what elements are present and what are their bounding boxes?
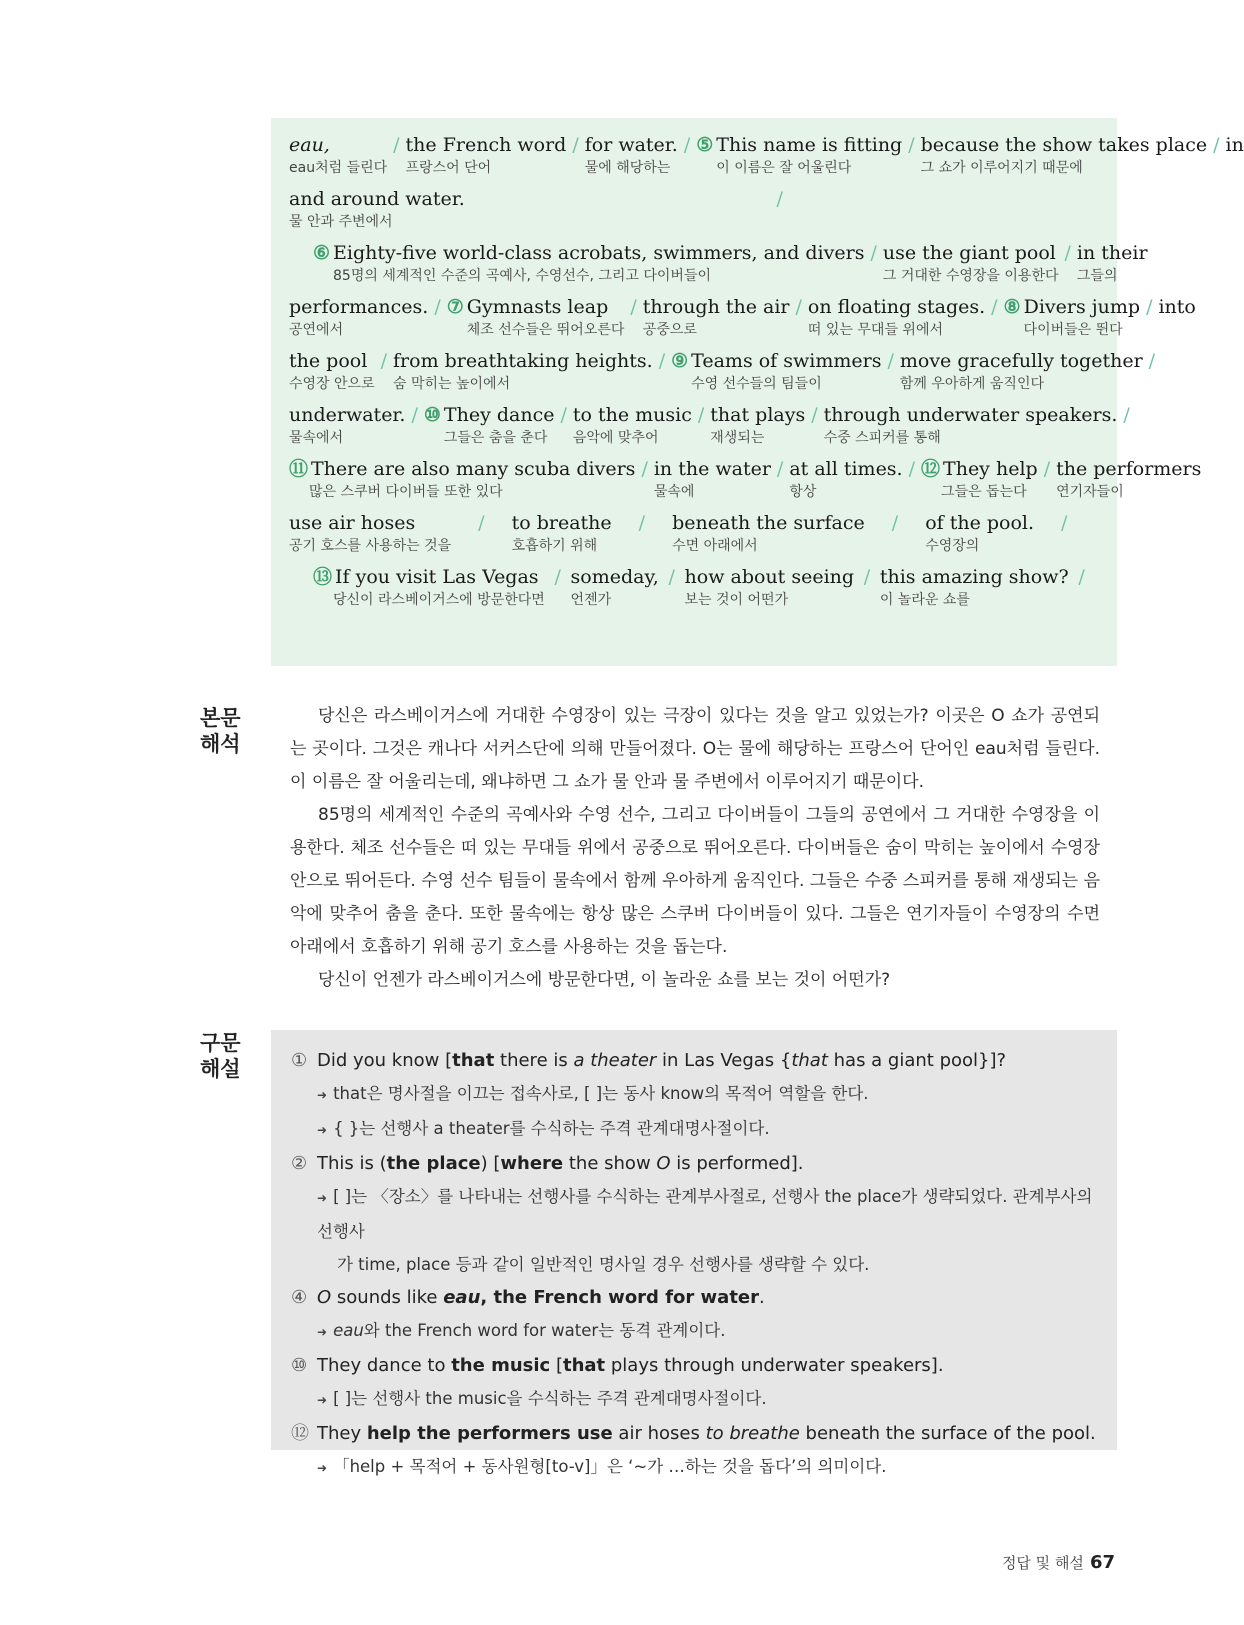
sentence-number: ⑦ [446, 296, 464, 318]
chunk-english: eau, [289, 134, 330, 156]
chunk-english: for water. [584, 134, 678, 156]
sense-chunk [921, 456, 1038, 502]
grammar-note-continuation: 가 time, place 등과 같이 일반적인 명사일 경우 선행사를 생략할 수 있다. [337, 1255, 870, 1274]
translation-heading [200, 705, 241, 757]
chunk-english: underwater. [289, 404, 406, 426]
sense-chunk [1136, 402, 1140, 422]
page-footer [1002, 1552, 1115, 1573]
grammar-number: ④ [291, 1287, 308, 1308]
chunk-slash: / [393, 134, 400, 156]
sense-chunk [1161, 348, 1165, 368]
chunk-slash: / [887, 350, 894, 372]
grammar-number: ⑫ [291, 1423, 309, 1444]
arrow-icon: ➜ [317, 1088, 328, 1102]
footer-label: 정답 및 해설 [1001, 1554, 1084, 1572]
chunk-english: use the giant pool [882, 242, 1056, 264]
chunk-slash: / [1213, 134, 1220, 156]
sentence-number: ⑫ [921, 458, 941, 480]
sense-chunk [573, 402, 692, 448]
sense-chunk [1077, 240, 1148, 286]
chunk-line [289, 456, 1202, 502]
chunk-korean: 많은 스쿠버 다이버들 또한 있다 [309, 484, 503, 500]
chunk-slash: / [638, 512, 646, 534]
chunk-slash: / [776, 188, 783, 210]
translation-heading-line1: 본문 [200, 706, 241, 730]
chunk-english: of the pool. [925, 512, 1035, 534]
chunk-korean: 다이버들은 뛴다 [1023, 322, 1123, 338]
chunk-slash: / [478, 512, 485, 534]
chunk-slash: / [1148, 350, 1156, 372]
sense-chunk [447, 294, 625, 340]
arrow-icon: ➜ [317, 1191, 328, 1205]
chunk-korean: 음악에 맞추어 [572, 430, 659, 446]
chunk-korean: 그들은 춤을 춘다 [443, 430, 548, 446]
chunk-line [289, 294, 1196, 340]
chunk-slash: / [991, 296, 998, 318]
chunk-slash: / [668, 566, 675, 588]
chunk-korean: 연기자들이 [1056, 484, 1124, 500]
chunk-korean [1161, 348, 1165, 368]
grammar-number: ② [291, 1153, 308, 1174]
chunk-korean: eau처럼 들린다 [289, 160, 388, 176]
chunk-english: and around water. [289, 188, 465, 210]
chunk-korean: 수영장 안으로 [289, 376, 375, 392]
chunk-korean: 재생되는 [710, 430, 765, 446]
chunk-english: ⑬ If you visit Las Vegas [313, 566, 539, 588]
sense-chunk [313, 240, 864, 286]
chunk-english: use air hoses [289, 512, 416, 534]
chunk-slash: / [891, 512, 899, 534]
chunk-korean: 수영장의 [925, 538, 980, 554]
grammar-sentence-text: Did you know [that there is a theater in Las Vegas {that has a giant pool}]? [317, 1050, 1007, 1071]
chunk-korean: 공중으로 [642, 322, 697, 338]
chunk-korean: 공기 호스를 사용하는 것을 [289, 538, 452, 554]
sense-chunk [1094, 510, 1098, 530]
chunk-korean: 이 놀라운 쇼를 [879, 592, 970, 608]
chunk-korean [1226, 158, 1244, 178]
chunk-english: in their [1076, 242, 1148, 264]
sense-chunk [921, 132, 1208, 178]
chunk-slash: / [795, 296, 802, 318]
chunk-english: because the show takes place [920, 134, 1208, 156]
arrow-icon: ➜ [317, 1325, 328, 1339]
chunk-english: the pool [289, 350, 368, 372]
chunk-slash: / [630, 296, 637, 318]
sentence-number: ⑤ [696, 134, 714, 156]
chunk-english: at all times. [789, 458, 903, 480]
chunk-english: ⑪ There are also many scuba divers [289, 458, 636, 480]
chunk-korean: 수영 선수들의 팀들이 [691, 376, 822, 392]
chunk-english: from breathtaking heights. [393, 350, 653, 372]
chunk-slash: / [1043, 458, 1051, 480]
chunk-korean: 수면 아래에서 [672, 538, 758, 554]
grammar-sentence [291, 1281, 1097, 1314]
chunk-english: ⑤ This name is fitting [696, 134, 903, 156]
chunk-english: someday, [570, 566, 659, 588]
grammar-note: ➜ 「help + 목적어 + 동사원형[to-v]」은 ‘~가 …하는 것을 돕다’의 의미이다. [317, 1457, 887, 1476]
chunk-korean: 그들은 돕는다 [941, 484, 1027, 500]
grammar-sentence [291, 1417, 1097, 1450]
sense-chunk [1056, 456, 1201, 502]
sense-chunk [1095, 186, 1099, 206]
grammar-number: ⑩ [291, 1355, 308, 1376]
sense-chunk [643, 294, 790, 340]
translation-body [290, 700, 1100, 997]
grammar-sentence-text: This is (the place) [where the show O is performed]. [317, 1153, 804, 1174]
chunk-korean: 그 쇼가 이루어지기 때문에 [920, 160, 1083, 176]
chunk-english: the performers [1056, 458, 1202, 480]
sense-chunk [585, 132, 678, 178]
grammar-sentence [291, 1349, 1097, 1382]
chunk-english: on floating stages. [807, 296, 986, 318]
chunk-english: beneath the surface [672, 512, 865, 534]
sense-chunk [1004, 294, 1141, 340]
chunk-english: ⑧ Divers jump [1003, 296, 1141, 318]
chunk-slash: / [863, 566, 871, 588]
grammar-note: ➜ that은 명사절을 이끄는 접속사로, [ ]는 동사 know의 목적어 역할을 한다. [317, 1084, 869, 1103]
chunk-slash: / [1146, 296, 1153, 318]
chunk-english: that plays [710, 404, 806, 426]
chunk-slash: / [554, 566, 561, 588]
chunk-english: how about seeing [684, 566, 855, 588]
grammar-note: ➜ { }는 선행사 a theater를 수식하는 주격 관계대명사절이다. [317, 1119, 770, 1138]
chunk-korean: 물에 해당하는 [584, 160, 671, 176]
chunk-line [289, 186, 1099, 232]
chunk-korean: 수중 스피커를 통해 [823, 430, 941, 446]
chunk-korean: 보는 것이 어떤가 [684, 592, 789, 608]
arrow-icon: ➜ [317, 1461, 328, 1475]
sense-chunk [571, 564, 659, 610]
chunk-english: ⑦ Gymnasts leap [446, 296, 609, 318]
chunk-english: the French word [405, 134, 567, 156]
chunk-slash: / [1078, 566, 1085, 588]
sentence-number: ⑥ [313, 242, 331, 264]
chunk-korean [1094, 510, 1098, 530]
arrow-icon: ➜ [317, 1393, 328, 1407]
chunk-slash: / [1123, 404, 1130, 426]
grammar-sentence [291, 1147, 1097, 1180]
sense-chunk [883, 240, 1059, 286]
grammar-note: ➜ [ ]는 선행사 the music을 수식하는 주격 관계대명사절이다. [317, 1389, 767, 1408]
chunk-slash: / [1064, 242, 1071, 264]
chunk-korean: 공연에서 [289, 322, 344, 338]
grammar-heading-line1: 구문 [200, 1031, 241, 1055]
chunk-line [289, 132, 1244, 178]
grammar-sentence [291, 1044, 1097, 1077]
sense-chunk [925, 510, 1034, 556]
chunk-korean: 숨 막히는 높이에서 [393, 376, 511, 392]
grammar-number: ① [291, 1050, 308, 1071]
chunk-slash: / [658, 350, 666, 372]
sentence-number: ⑨ [671, 350, 689, 372]
chunk-slash: / [411, 404, 418, 426]
sense-chunk [685, 564, 855, 610]
sense-chunk [512, 510, 612, 556]
chunk-korean: 언젠가 [570, 592, 612, 608]
grammar-box [271, 1030, 1117, 1476]
chunk-line [289, 240, 1148, 286]
sense-chunk [289, 294, 428, 340]
chunk-english: ⑫ They help [921, 458, 1038, 480]
sentence-number: ⑪ [289, 458, 309, 480]
grammar-sentence-text: They dance to the music [that plays through underwater speakers]. [317, 1355, 944, 1376]
chunk-english: ⑥ Eighty-five world-class acrobats, swimmers, and divers [313, 242, 865, 264]
sense-chunk [313, 564, 545, 610]
sentence-number: ⑬ [313, 566, 333, 588]
chunk-slash: / [434, 296, 441, 318]
chunk-korean: 함께 우아하게 움직인다 [899, 376, 1044, 392]
chunk-slash: / [776, 458, 784, 480]
reading-chunk-box [271, 118, 1244, 666]
sentence-number: ⑧ [1003, 296, 1021, 318]
chunk-english: through underwater speakers. [823, 404, 1118, 426]
chunk-korean: 그들의 [1076, 268, 1118, 284]
sense-chunk [900, 348, 1143, 394]
chunk-english: ⑩ They dance [423, 404, 555, 426]
sense-chunk [289, 186, 465, 232]
translation-paragraph: 85명의 세계적인 수준의 곡예사와 수영 선수, 그리고 다이버들이 그들의 공연에서 그 거대한 수영장을 이용한다. 체조 선수들은 떠 있는 무대들 위에서 공중으로 뛰어오른다. 다이버들은 숨이 막히는 높이에서 수영장 안으로 뛰어든다. 수영 선수 팀들이 물속에서 함께 우아하게 움직인다. 그들은 수중 스피커를 통해 재생되는 음악에 맞추어 춤을 춘다. 또한 물속에는 항상 많은 스쿠버 다이버들이 있다. 그들은 연기자들이 수영장의 수면 아래에서 호흡하기 위해 공기 호스를 사용하는 것을 돕는다. [290, 805, 1100, 957]
chunk-slash: / [870, 242, 877, 264]
sense-chunk [393, 348, 653, 394]
translation-paragraph: 당신이 언젠가 라스베이거스에 방문한다면, 이 놀라운 쇼를 보는 것이 어떤가? [318, 970, 891, 990]
chunk-korean [1095, 186, 1099, 206]
chunk-korean: 호흡하기 위해 [511, 538, 598, 554]
chunk-english: through the air [642, 296, 790, 318]
sense-chunk [289, 456, 635, 502]
chunk-english: to breathe [511, 512, 612, 534]
chunk-korean: 85명의 세계적인 수준의 곡예사, 수영선수, 그리고 다이버들이 [333, 268, 711, 284]
translation-heading-line2: 해석 [200, 732, 241, 756]
chunk-korean: 물속에서 [289, 430, 344, 446]
grammar-sentence-text: They help the performers use air hoses to breathe beneath the surface of the pool. [317, 1423, 1096, 1444]
chunk-line [289, 348, 1156, 394]
chunk-korean: 이 이름은 잘 어울린다 [716, 160, 852, 176]
sense-chunk [671, 348, 881, 394]
grammar-note: ➜ eau와 the French word for water는 동격 관계이다. [317, 1321, 726, 1340]
chunk-slash: / [572, 134, 579, 156]
chunk-korean: 그 거대한 수영장을 이용한다 [882, 268, 1059, 284]
chunk-slash: / [641, 458, 648, 480]
grammar-heading-line2: 해설 [200, 1057, 241, 1081]
chunk-slash: / [908, 134, 915, 156]
chunk-korean: 체조 선수들은 뛰어오른다 [466, 322, 625, 338]
sense-chunk [696, 132, 902, 178]
sentence-number: ⑩ [423, 404, 441, 426]
arrow-icon: ➜ [317, 1123, 328, 1137]
grammar-note: ➜ [ ]는 〈장소〉를 나타내는 선행사를 수식하는 관계부사절로, 선행사 the place가 생략되었다. 관계부사의 선행사 [317, 1187, 1093, 1241]
sense-chunk [424, 402, 555, 448]
sense-chunk [808, 294, 985, 340]
chunk-korean [1136, 402, 1140, 422]
sense-chunk [289, 510, 451, 556]
chunk-slash: / [683, 134, 691, 156]
chunk-slash: / [1061, 512, 1068, 534]
chunk-slash: / [908, 458, 916, 480]
chunk-line [289, 510, 1099, 556]
sense-chunk [672, 510, 865, 556]
chunk-english: move gracefully together [899, 350, 1143, 372]
chunk-slash: / [380, 350, 388, 372]
chunk-english: in the water [653, 458, 771, 480]
sense-chunk [654, 456, 771, 502]
sense-chunk [789, 456, 902, 502]
sense-chunk [1158, 294, 1195, 340]
grammar-heading [200, 1030, 241, 1082]
translation-paragraph: 당신은 라스베이거스에 거대한 수영장이 있는 극장이 있다는 것을 알고 있었는가? 이곳은 O 쇼가 공연되는 곳이다. 그것은 캐나다 서커스단에 의해 만들어졌다. O는 물에 해당하는 프랑스어 단어인 eau처럼 들린다. 이 이름은 잘 어울리는데, 왜냐하면 그 쇼가 물 안과 물 주변에서 이루어지기 때문이다. [290, 706, 1100, 792]
sense-chunk [1094, 564, 1098, 584]
chunk-slash: / [697, 404, 705, 426]
sense-chunk [289, 402, 405, 448]
chunk-english: in [1225, 134, 1244, 156]
chunk-korean: 물 안과 주변에서 [289, 214, 393, 230]
chunk-korean: 물속에 [653, 484, 695, 500]
chunk-line [289, 402, 1130, 448]
chunk-korean: 떠 있는 무대들 위에서 [807, 322, 943, 338]
chunk-korean [1094, 564, 1098, 584]
sense-chunk [880, 564, 1069, 610]
sense-chunk [824, 402, 1118, 448]
chunk-english: to the music [572, 404, 692, 426]
chunk-english: into [1158, 296, 1196, 318]
chunk-korean [1158, 320, 1195, 340]
chunk-english: ⑨ Teams of swimmers [671, 350, 882, 372]
chunk-korean: 항상 [789, 484, 817, 500]
page-number: 67 [1089, 1552, 1115, 1573]
sense-chunk [710, 402, 805, 448]
chunk-english: performances. [289, 296, 429, 318]
sense-chunk [289, 348, 375, 394]
chunk-slash: / [811, 404, 818, 426]
chunk-line [289, 564, 1099, 610]
sense-chunk [289, 132, 387, 178]
chunk-korean: 당신이 라스베이거스에 방문한다면 [333, 592, 545, 608]
grammar-sentence-text: O sounds like eau, the French word for water. [317, 1287, 765, 1308]
sense-chunk [406, 132, 567, 178]
sense-chunk [1226, 132, 1244, 178]
chunk-english: this amazing show? [879, 566, 1069, 588]
chunk-korean: 프랑스어 단어 [405, 160, 492, 176]
chunk-slash: / [560, 404, 567, 426]
